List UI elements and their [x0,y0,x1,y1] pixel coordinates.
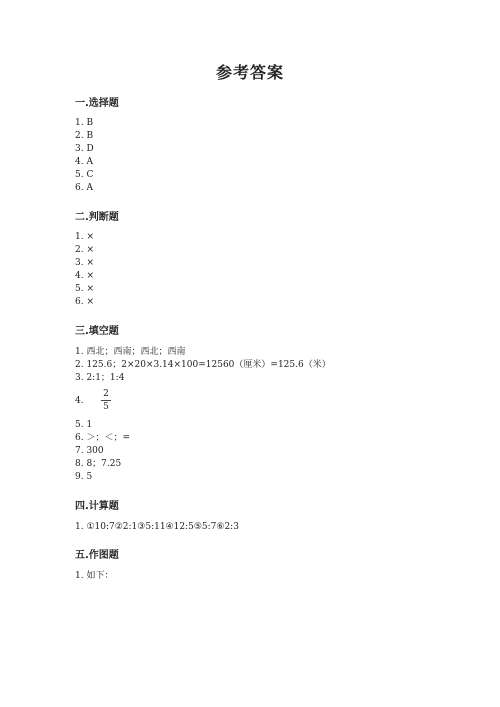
answer-line: 5. × [75,284,94,294]
answer-line: 2. 125.6；2×20×3.14×100=12560（厘米）=125.6（米） [75,360,331,370]
answer-line: 1. × [75,232,94,242]
answer-line: 3. D [75,144,94,154]
page-title: 参考答案 [215,63,284,82]
answer-line: 1. 西北；西南；西北；西南 [75,347,186,357]
answer-line: 6. × [75,297,94,307]
section-heading-calculation: 四.计算题 [75,501,119,512]
answer-line: 1. ①10:7②2:1③5:11④12:5⑤5:7⑥2:3 [75,522,239,532]
section-heading-drawing: 五.作图题 [75,550,119,561]
answer-line: 3. 2:1；1:4 [75,373,125,383]
answer-line: 2. B [75,131,94,141]
answer-line: 6. ＞；＜；= [75,433,130,443]
answer-line: 2. × [75,245,94,255]
section-heading-judgment: 二.判断题 [75,212,119,223]
section-heading-fill-blank: 三.填空题 [75,326,119,337]
answer-line: 3. × [75,258,94,268]
fraction-denominator: 5 [103,402,109,412]
answer-line: 1. 如下： [75,571,114,581]
answer-line: 5. 1 [75,420,93,430]
answer-line: 4. A [75,157,93,167]
answer-line: 4. × [75,271,94,281]
answer-line: 5. C [75,170,94,180]
answer-line: 9. 5 [75,472,93,482]
answer-line: 4. [75,396,84,406]
fraction [101,389,111,412]
answer-line: 6. A [75,183,93,193]
answer-line: 8. 8；7.25 [75,459,122,469]
section-heading-choice: 一.选择题 [75,98,119,109]
fraction-bar [101,400,111,401]
answer-line: 7. 300 [75,446,104,456]
answer-line: 1. B [75,118,94,128]
fraction-numerator: 2 [103,389,109,399]
